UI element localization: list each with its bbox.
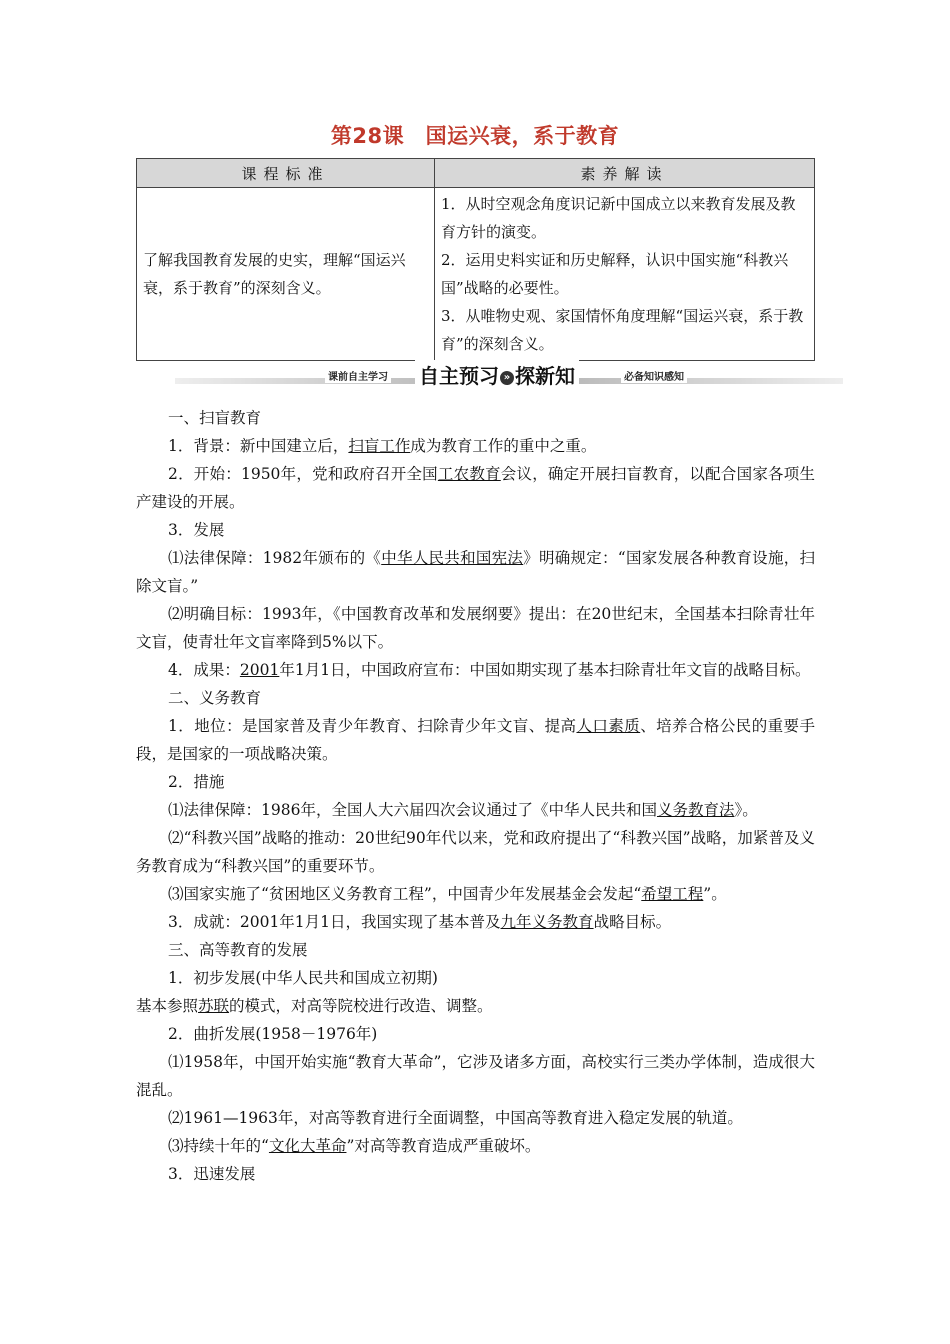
key-term: 扫盲工作 xyxy=(348,437,411,455)
key-term: 义务教育法 xyxy=(656,801,735,819)
paragraph: 1．背景：新中国建立后，扫盲工作成为教育工作的重中之重。 xyxy=(168,437,597,455)
banner-title-a: 自主预习 xyxy=(419,364,499,388)
paragraph: 2．曲折发展(1958－1976年) xyxy=(168,1025,378,1043)
banner-left-label: 课前自主学习 xyxy=(325,368,391,383)
main-content xyxy=(136,404,815,1188)
banner-title xyxy=(415,360,579,389)
section-heading: 三、高等教育的发展 xyxy=(168,941,308,959)
paragraph: 2．措施 xyxy=(168,773,225,791)
arrow-icon: » xyxy=(500,371,514,385)
paragraph: ⑴法律保障：1986年，全国人大六届四次会议通过了《中华人民共和国义务教育法》。 xyxy=(168,801,758,819)
paragraph: ⑵1961—1963年，对高等教育进行全面调整，中国高等教育进入稳定发展的轨道。 xyxy=(168,1109,743,1127)
key-term: 九年义务教育 xyxy=(500,913,594,931)
paragraph: ⑵“科教兴国”战略的推动：20世纪90年代以来，党和政府提出了“科教兴国”战略，加紧普及义务教育成为“科教兴国”的重要环节。 xyxy=(136,829,815,875)
page-title: 第28课 国运兴衰，系于教育 xyxy=(330,124,620,148)
literacy-item: 3．从唯物史观、家国情怀角度理解“国运兴衰，系于教育”的深刻含义。 xyxy=(441,307,804,353)
banner-title-b: 探新知 xyxy=(515,364,575,388)
paragraph: 3．迅速发展 xyxy=(168,1165,256,1183)
literacy-item: 2．运用史料实证和历史解释，认识中国实施“科教兴国”战略的必要性。 xyxy=(441,251,789,297)
key-term: 工农教育 xyxy=(437,465,501,483)
key-term: 希望工程 xyxy=(641,885,704,903)
curriculum-table xyxy=(136,158,815,361)
section-banner xyxy=(175,360,843,388)
paragraph: ⑶持续十年的“文化大革命”对高等教育造成严重破坏。 xyxy=(168,1137,541,1155)
key-term: 中华人民共和国宪法 xyxy=(381,549,524,567)
section-heading: 一、扫盲教育 xyxy=(168,409,262,427)
paragraph: ⑴1958年，中国开始实施“教育大革命”，它涉及诸多方面，高校实行三类办学体制，造成很大混乱。 xyxy=(136,1053,815,1099)
key-term: 文化大革命 xyxy=(268,1137,347,1155)
paragraph: 3．成就：2001年1月1日，我国实现了基本普及九年义务教育战略目标。 xyxy=(168,913,672,931)
key-term: 2001 xyxy=(239,661,280,679)
paragraph: 基本参照苏联的模式，对高等院校进行改造、调整。 xyxy=(136,997,493,1015)
key-term: 苏联 xyxy=(198,997,230,1015)
standard-cell: 了解我国教育发展的史实，理解“国运兴衰，系于教育”的深刻含义。 xyxy=(137,188,435,361)
paragraph: ⑵明确目标：1993年，《中国教育改革和发展纲要》提出：在20世纪末，全国基本扫除青壮年文盲，使青壮年文盲率降到5%以下。 xyxy=(136,605,815,651)
banner-right-label: 必备知识感知 xyxy=(621,368,687,383)
paragraph: 3．发展 xyxy=(168,521,225,539)
paragraph: 4．成果：2001年1月1日，中国政府宣布：中国如期实现了基本扫除青壮年文盲的战略目标。 xyxy=(168,661,811,679)
table-header-literacy: 素养解读 xyxy=(435,159,815,188)
paragraph: 1．地位：是国家普及青少年教育、扫除青少年文盲、提高人口素质、培养合格公民的重要手段，是国家的一项战略决策。 xyxy=(136,717,815,763)
paragraph: ⑶国家实施了“贫困地区义务教育工程”，中国青少年发展基金会发起“希望工程”。 xyxy=(168,885,727,903)
literacy-item: 1．从时空观念角度识记新中国成立以来教育发展及教育方针的演变。 xyxy=(441,195,796,241)
paragraph: ⑴法律保障：1982年颁布的《中华人民共和国宪法》明确规定：“国家发展各种教育设施，扫除文盲。” xyxy=(136,549,815,595)
section-heading: 二、义务教育 xyxy=(168,689,262,707)
literacy-cell xyxy=(435,188,815,361)
paragraph: 2．开始：1950年，党和政府召开全国工农教育会议，确定开展扫盲教育，以配合国家各项生产建设的开展。 xyxy=(136,465,815,511)
key-term: 人口素质 xyxy=(576,717,641,735)
paragraph: 1．初步发展(中华人民共和国成立初期) xyxy=(168,969,438,987)
table-header-standard: 课程标准 xyxy=(137,159,435,188)
